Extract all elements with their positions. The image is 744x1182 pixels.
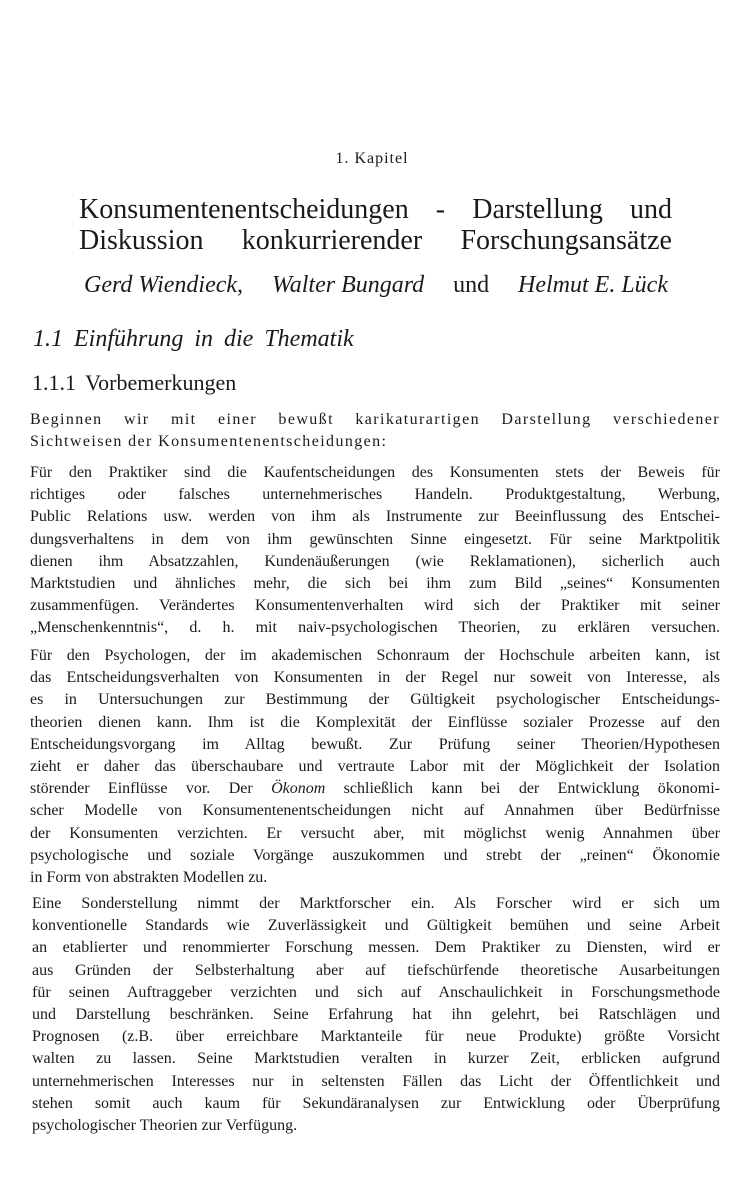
text-line: der Konsumenten verzichten. Er versucht aber, mit möglichst wenig Annahmen über [30,824,720,842]
text-line: „Menschenkenntnis“, d. h. mit naiv-psychologischen Theorien, zu erklären versuchen. [30,619,720,637]
text-line: unternehmerischen Interesses nur in seltensten Fällen das Licht der Öffentlichkeit und [32,1072,720,1090]
text-line: Sichtweisen der Konsumentenentscheidungen: [30,433,388,451]
text-line: walten zu lassen. Seine Marktstudien veralten in kurzer Zeit, erblicken aufgrund [32,1050,720,1068]
text-line: für seinen Auftraggeber verzichten und sich auf Anschaulichkeit in Forschungsmethode [32,983,720,1001]
text-line: stehen somit auch kaum für Sekundäranalysen zur Entwicklung oder Überprüfung [32,1094,720,1112]
text-line: theorien dienen kann. Ihm ist die Komplexität der Einflüsse sozialer Prozesse auf den [30,713,720,731]
title-line: Konsumentenentscheidungen - Darstellung und [79,194,672,225]
text-line: dungsverhaltens in dem von ihm gewünschten Sinne eingesetzt. Für seine Marktpolitik [30,530,720,548]
text-fragment: schließlich kann bei der Entwicklung ökonomi- [325,780,721,798]
text-line: richtiges oder falsches unternehmerisches Handeln. Produktgestaltung, Werbung, [30,486,720,504]
text-fragment: störender Einflüsse vor. Der [30,780,272,798]
text-line: psychologische und soziale Vorgänge auszukommen und strebt der „reinen“ Ökonomie [30,846,720,864]
emphasis-term: Ökonom [271,780,326,798]
text-line: es in Untersuchungen zur Bestimmung der Gültigkeit psychologischer Entscheidungs- [30,691,720,709]
text-line: an etablierter und renommierter Forschung messen. Dem Praktiker zu Diensten, wird er [32,939,720,957]
text-line: Entscheidungsvorgang im Alltag bewußt. Zur Prüfung seiner Theorien/Hypothesen [30,735,720,753]
author-name: Helmut E. Lück [518,272,668,298]
subsection-heading: 1.1.1 Vorbemerkungen [32,370,237,395]
chapter-title [79,194,672,256]
text-line: scher Modelle von Konsumentenentscheidungen nicht auf Annahmen über Bedürfnisse [30,802,720,820]
text-line: Public Relations usw. werden von ihm als Instrumente zur Beeinflussung des Entschei- [30,508,720,526]
text-line [30,778,720,800]
section-heading: 1.1 Einführung in die Thematik [33,326,354,352]
author-list [84,272,668,299]
text-line: dienen ihm Absatzzahlen, Kundenäußerungen (wie Reklamationen), sicherlich auch [30,552,720,570]
author-name: Walter Bungard [271,272,425,298]
text-line: das Entscheidungsverhalten von Konsumenten in der Regel nur soweit von Interesse, als [30,669,720,687]
author-conjunction: und [453,272,490,298]
intro-paragraph [30,409,720,453]
paragraph-psychologist [30,645,720,889]
text-line: zusammenfügen. Verändertes Konsumentenverhalten wird sich der Praktiker mit seiner [30,597,720,615]
author-name: Gerd Wiendieck, [84,272,244,298]
text-line: zieht er daher das überschaubare und vertraute Labor mit der Möglichkeit der Isolation [30,758,720,776]
text-line: Prognosen (z.B. über erreichbare Marktanteile für neue Produkte) größte Vorsicht [32,1028,720,1046]
text-line: Für den Praktiker sind die Kaufentscheidungen des Konsumenten stets der Beweis für [30,464,720,481]
text-line: psychologischer Theorien zur Verfügung. [32,1117,298,1135]
text-line: und Darstellung beschränken. Seine Erfahrung hat ihn gelehrt, bei Ratschlägen und [32,1006,720,1024]
text-line: konventionelle Standards wie Zuverlässigkeit und Gültigkeit bemühen und seine Arbeit [32,917,720,935]
text-line: aus Gründen der Selbsterhaltung aber auf tiefschürfende theoretische Ausarbeitungen [32,961,720,979]
chapter-label: 1. Kapitel [335,150,409,167]
paragraph-practitioner [30,462,720,640]
text-line: Marktstudien und ähnliches mehr, die sich bei ihm zum Bild „seines“ Konsumenten [30,575,720,593]
text-line: in Form von abstrakten Modellen zu. [30,869,268,887]
paragraph-market-researcher [32,893,720,1137]
text-line: Beginnen wir mit einer bewußt karikaturartigen Darstellung verschiedener [30,411,720,428]
text-line: Für den Psychologen, der im akademischen Schonraum der Hochschule arbeiten kann, ist [30,647,720,664]
title-line: Diskussion konkurrierender Forschungsansätze [79,225,672,256]
text-line: Eine Sonderstellung nimmt der Marktforscher ein. Als Forscher wird er sich um [32,895,720,912]
